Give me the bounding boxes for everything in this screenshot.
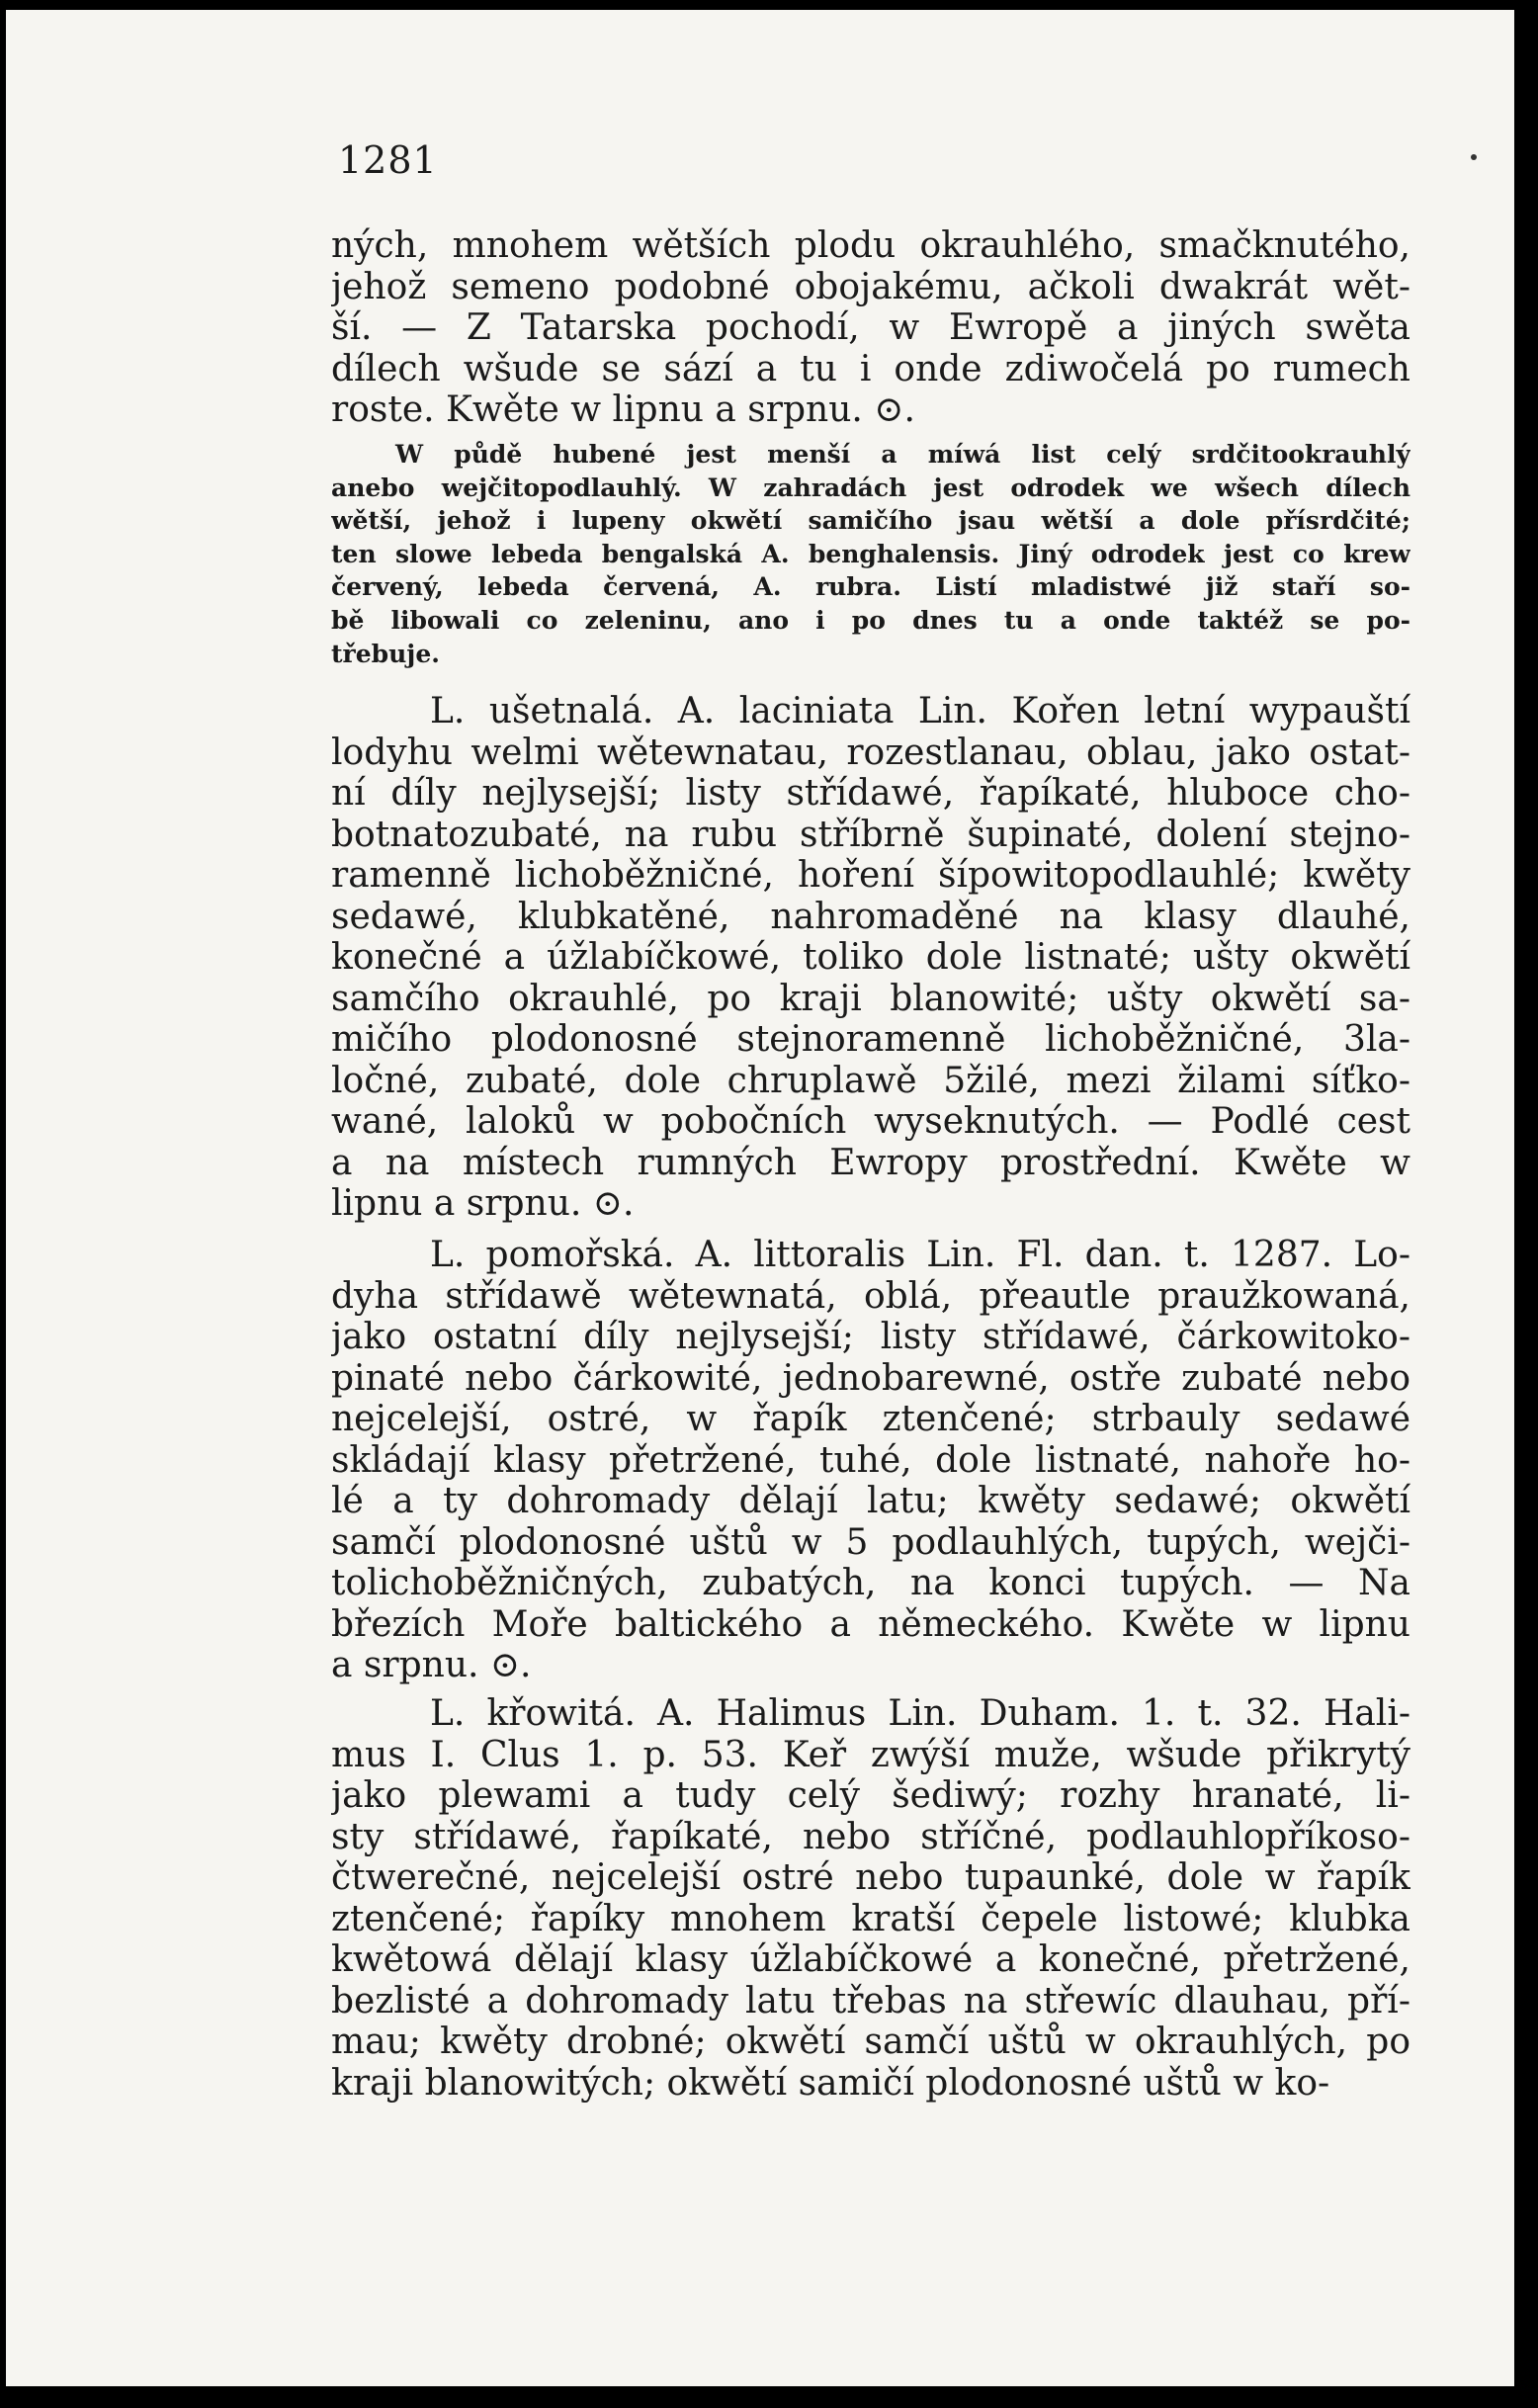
text-line: samčí plodonosné uštů w 5 podlauhlých, tupých, wejči- bbox=[331, 1521, 1410, 1563]
text-line: lé a ty dohromady dělají latu; kwěty sedawé; okwětí bbox=[331, 1481, 1410, 1521]
text-line: konečné a úžlabíčkowé, toliko dole listnaté; ušty okwětí bbox=[331, 937, 1410, 978]
text-line: ramenně lichoběžničné, hoření šípowitopodlauhlé; kwěty bbox=[331, 855, 1410, 896]
text-line: mau; kwěty drobné; okwětí samčí uštů w okrauhlých, po bbox=[331, 2021, 1410, 2062]
text-line: tolichoběžničných, zubatých, na konci tupých. — Na bbox=[331, 1563, 1410, 1603]
text-line: třebuje. bbox=[331, 639, 440, 668]
text-line: jako plewami a tudy celý šediwý; rozhy hranaté, li- bbox=[331, 1775, 1410, 1816]
text-line: bě libowali co zeleninu, ano i po dnes tu a onde taktéž se po- bbox=[331, 605, 1410, 635]
text-line: dyha střídawě wětewnatá, oblá, přeautle praužkowaná, bbox=[331, 1275, 1410, 1317]
text-line: wané, laloků w pobočních wyseknutých. — Podlé cest bbox=[331, 1101, 1410, 1142]
paragraph-4 bbox=[331, 1693, 1410, 2104]
text-line: mičího plodonosné stejnoramenně lichoběžničné, 3la- bbox=[331, 1019, 1410, 1060]
text-line: ší. — Z Tatarska pochodí, w Ewropě a jiných swěta bbox=[331, 307, 1410, 348]
text-line: ločné, zubaté, dole chruplawě 5žilé, mezi žilami síťko- bbox=[331, 1060, 1410, 1101]
text-line: sty střídawé, řapíkaté, nebo stříčné, podlauhlopříkoso- bbox=[331, 1816, 1410, 1857]
paragraph-1 bbox=[331, 225, 1410, 431]
margin-speck bbox=[1471, 154, 1477, 160]
text-line: L. křowitá. A. Halimus Lin. Duham. 1. t. 32. Hali- bbox=[430, 1693, 1410, 1734]
text-line: lipnu a srpnu. ⊙. bbox=[331, 1183, 635, 1224]
text-line: sedawé, klubkatěné, nahromaděné na klasy dlauhé, bbox=[331, 896, 1410, 937]
text-line: červený, lebeda červená, A. rubra. Listí mladistwé již staří so- bbox=[331, 572, 1410, 602]
text-line: dílech wšude se sází a tu i onde zdiwočelá po rumech bbox=[331, 348, 1410, 389]
paragraph-3 bbox=[331, 1235, 1410, 1686]
text-line: ztenčené; řapíky mnohem kratší čepele listowé; klubka bbox=[331, 1898, 1410, 1939]
text-line: mus I. Clus 1. p. 53. Keř zwýší muže, wšude přikrytý bbox=[331, 1734, 1410, 1775]
text-line: samčího okrauhlé, po kraji blanowité; ušty okwětí sa- bbox=[331, 978, 1410, 1019]
text-line: lodyhu welmi wětewnatau, rozestlanau, oblau, jako ostat- bbox=[331, 731, 1410, 773]
text-line: jako ostatní díly nejlysejší; listy střídawé, čárkowitoko- bbox=[331, 1317, 1410, 1357]
text-line: skládají klasy přetržené, tuhé, dole listnaté, nahoře ho- bbox=[331, 1439, 1410, 1481]
text-line: kraji blanowitých; okwětí samičí plodonosné uštů w ko- bbox=[331, 2062, 1330, 2104]
text-line: jehož semeno podobné obojakému, ačkoli dwakrát wět- bbox=[331, 266, 1410, 307]
text-line: ten slowe lebeda bengalská A. benghalensis. Jiný odrodek jest co krew bbox=[331, 539, 1410, 568]
text-line: ní díly nejlysejší; listy střídawé, řapíkaté, hluboce cho- bbox=[331, 773, 1410, 814]
text-line: a na místech rumných Ewropy prostřední. Kwěte w bbox=[331, 1142, 1410, 1183]
text-line: roste. Kwěte w lipnu a srpnu. ⊙. bbox=[331, 389, 915, 430]
text-line: pinaté nebo čárkowité, jednobarewné, ostře zubaté nebo bbox=[331, 1357, 1410, 1399]
text-line: nejcelejší, ostré, w řapík ztenčené; strbauly sedawé bbox=[331, 1399, 1410, 1439]
text-line: L. ušetnalá. A. laciniata Lin. Kořen letní wypauští bbox=[430, 691, 1410, 731]
text-line: kwětowá dělají klasy úžlabíčkowé a konečné, přetržené, bbox=[331, 1939, 1410, 1980]
text-line: anebo wejčitopodlauhlý. W zahradách jest odrodek we wšech dílech bbox=[331, 473, 1410, 502]
note-1 bbox=[331, 438, 1410, 670]
page-number: 1281 bbox=[338, 138, 438, 182]
text-line: W půdě hubené jest menší a míwá list celý srdčitookrauhlý bbox=[395, 440, 1410, 469]
text-line: bezlisté a dohromady latu třebas na střewíc dlauhau, pří- bbox=[331, 1980, 1410, 2021]
text-line: botnatozubaté, na rubu stříbrně šupinaté, dolení stejno- bbox=[331, 814, 1410, 855]
text-line: čtwerečné, nejcelejší ostré nebo tupaunké, dole w řapík bbox=[331, 1857, 1410, 1898]
paragraph-2 bbox=[331, 691, 1410, 1225]
text-line: wětší, jehož i lupeny okwětí samičího jsau wětší a dole přísrdčité; bbox=[331, 506, 1410, 536]
text-line: a srpnu. ⊙. bbox=[331, 1645, 532, 1685]
text-line: L. pomořská. A. littoralis Lin. Fl. dan. t. 1287. Lo- bbox=[430, 1235, 1410, 1275]
text-line: ných, mnohem wětších plodu okrauhlého, smačknutého, bbox=[331, 225, 1410, 266]
text-line: březích Moře baltického a německého. Kwěte w lipnu bbox=[331, 1603, 1410, 1645]
